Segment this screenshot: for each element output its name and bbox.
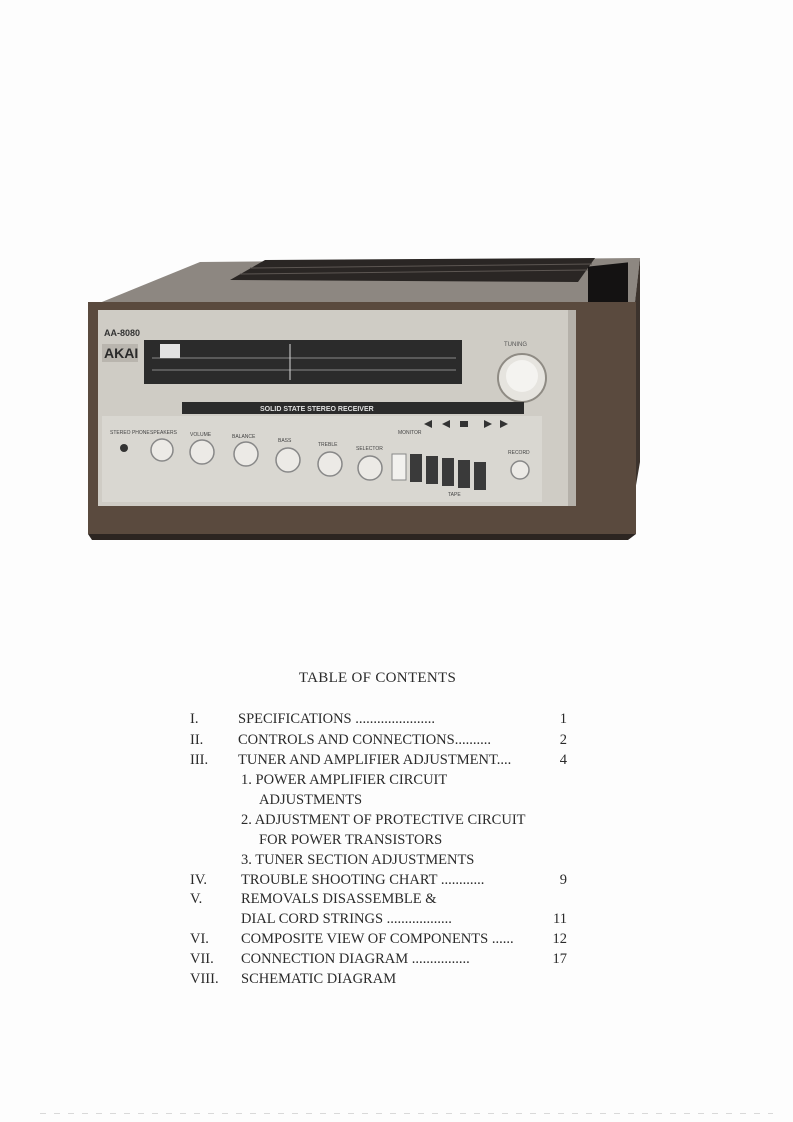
knob-label: RECORD (508, 450, 530, 456)
toc-entry-title: REMOVALS DISASSEMBLE & (241, 891, 437, 907)
toc-subentry-title: 1. POWER AMPLIFIER CIRCUIT (241, 772, 448, 788)
toc-entry-title: COMPOSITE VIEW OF COMPONENTS ...... (241, 931, 514, 947)
knob-label: BALANCE (232, 434, 256, 440)
toc-entry-title: SPECIFICATIONS ...................... (238, 711, 435, 727)
toc-entry-number: III. (190, 752, 209, 768)
knob-label: VOLUME (190, 432, 212, 438)
toc-entry-page: 9 (559, 872, 567, 888)
toc-entry-number: II. (190, 732, 204, 748)
toc-subentry-title: 3. TUNER SECTION ADJUSTMENTS (241, 852, 475, 868)
knob-label: STEREO PHONE (110, 430, 150, 436)
knob-label: TREBLE (318, 442, 338, 448)
toc-entry-number: VI. (190, 931, 209, 947)
front-band-text: SOLID STATE STEREO RECEIVER (260, 406, 374, 413)
toc-title: TABLE OF CONTENTS (298, 670, 457, 686)
toc-entry-page: 11 (553, 911, 567, 927)
knob-label: SPEAKERS (150, 430, 177, 436)
toc-subentry-title: ADJUSTMENTS (259, 792, 363, 808)
brand-logo: AKAI (104, 345, 139, 361)
toc-entry-page: 12 (552, 931, 567, 947)
toc-entry-number: VIII. (190, 971, 219, 987)
toc-entry-page: 1 (559, 711, 567, 727)
toc-entry-title: DIAL CORD STRINGS .................. (241, 911, 452, 927)
toc-entry-title: TROUBLE SHOOTING CHART ............ (241, 872, 485, 888)
toc-entry-title: CONTROLS AND CONNECTIONS.......... (238, 732, 491, 748)
toc-subentry-title: FOR POWER TRANSISTORS (259, 832, 443, 848)
toc-entry-page: 17 (552, 951, 567, 967)
toc-entry-title: TUNER AND AMPLIFIER ADJUSTMENT.... (238, 752, 512, 768)
toc-entry-number: I. (190, 711, 199, 727)
toc-entry-page: 4 (559, 752, 567, 768)
toc-entry-page: 2 (559, 732, 567, 748)
knob-label: SELECTOR (356, 446, 383, 452)
toc-subentry-title: 2. ADJUSTMENT OF PROTECTIVE CIRCUIT (241, 812, 526, 828)
knob-label: BASS (278, 438, 292, 444)
scan-artifact-line (40, 1113, 773, 1114)
toc-entry-title: CONNECTION DIAGRAM ................ (241, 951, 470, 967)
toc-entry-title: SCHEMATIC DIAGRAM (241, 971, 397, 987)
tape-label: TAPE (448, 492, 461, 498)
toc-entry-number: VII. (190, 951, 214, 967)
model-logo: AA-8080 (104, 328, 141, 338)
knob-label: MONITOR (398, 430, 422, 436)
tuning-label: TUNING (504, 342, 527, 348)
toc-entry-number: V. (190, 891, 203, 907)
toc-entry-number: IV. (190, 872, 208, 888)
